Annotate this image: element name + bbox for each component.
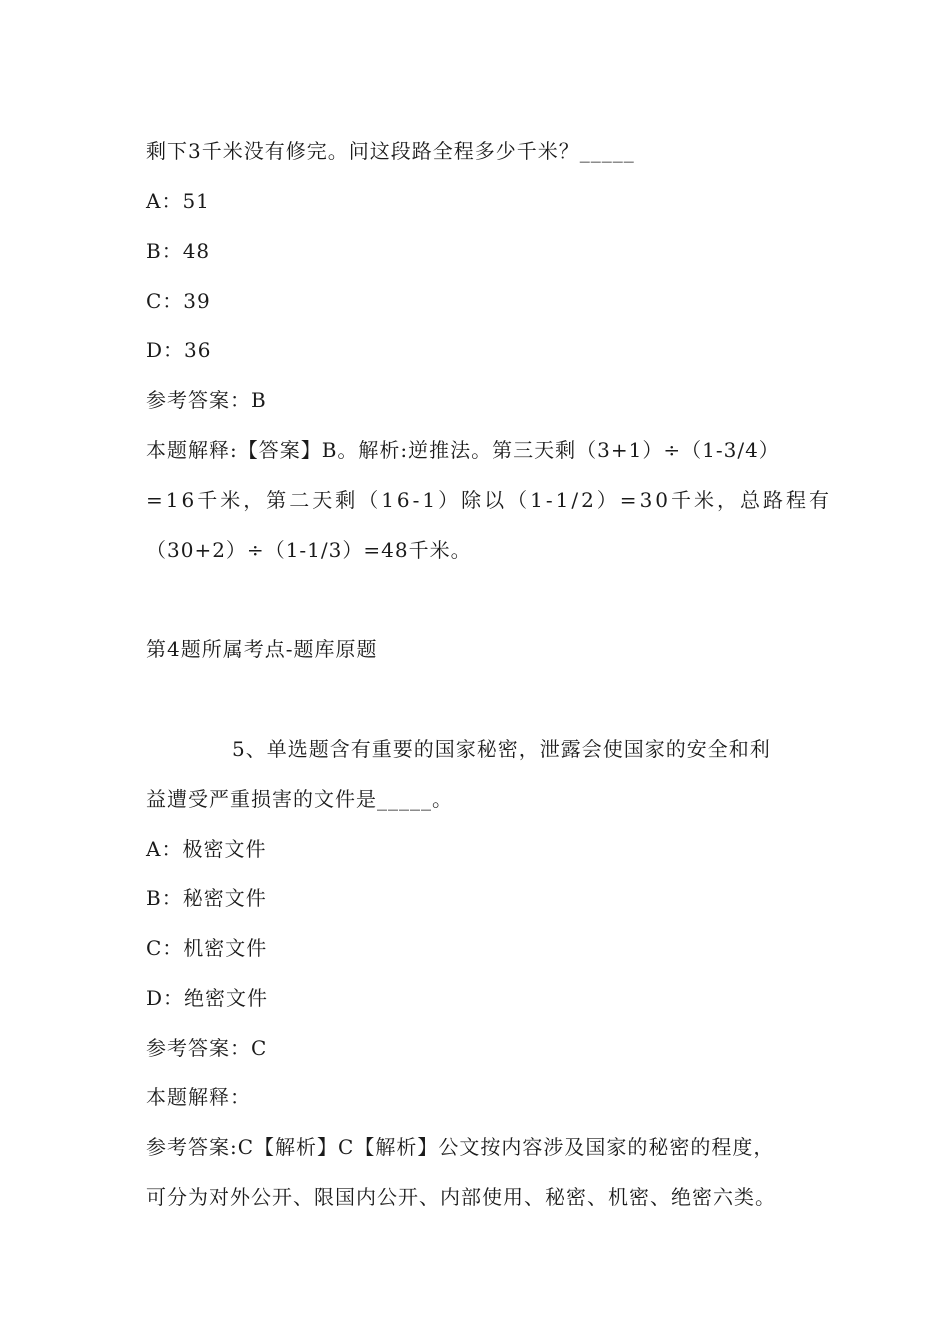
q5-option-d: D：绝密文件 — [146, 986, 269, 1010]
q5-explanation-line-1: 参考答案:C【解析】C【解析】公文按内容涉及国家的秘密的程度， — [146, 1135, 775, 1159]
q5-answer: 参考答案：C — [146, 1036, 268, 1060]
q4-topic: 第4题所属考点-题库原题 — [146, 637, 378, 661]
q5-stem-line-2: 益遭受严重损害的文件是_____。 — [146, 787, 453, 811]
q5-stem-line-1: 5、单选题含有重要的国家秘密，泄露会使国家的安全和利 — [232, 737, 771, 761]
q4-option-c: C：39 — [146, 289, 211, 313]
q4-explanation-line-2: =16千米，第二天剩（16-1）除以（1-1/2）=30千米，总路程有 — [146, 488, 833, 512]
q4-option-a: A：51 — [146, 189, 210, 213]
q5-explanation-line-2: 可分为对外公开、限国内公开、内部使用、秘密、机密、绝密六类。 — [146, 1185, 776, 1209]
q5-option-c: C：机密文件 — [146, 936, 268, 960]
q5-option-a: A：极密文件 — [146, 837, 267, 861]
q5-explanation-title: 本题解释： — [146, 1085, 251, 1109]
q4-explanation-line-3: （30+2）÷（1-1/3）=48千米。 — [146, 538, 472, 562]
q4-answer: 参考答案：B — [146, 388, 267, 412]
q4-stem-tail: 剩下3千米没有修完。问这段路全程多少千米？_____ — [146, 139, 635, 163]
q4-option-d: D：36 — [146, 338, 212, 362]
q5-option-b: B：秘密文件 — [146, 886, 267, 910]
q4-explanation-line-1: 本题解释:【答案】B。解析:逆推法。第三天剩（3+1）÷（1-3/4） — [146, 438, 780, 462]
q4-option-b: B：48 — [146, 239, 211, 263]
